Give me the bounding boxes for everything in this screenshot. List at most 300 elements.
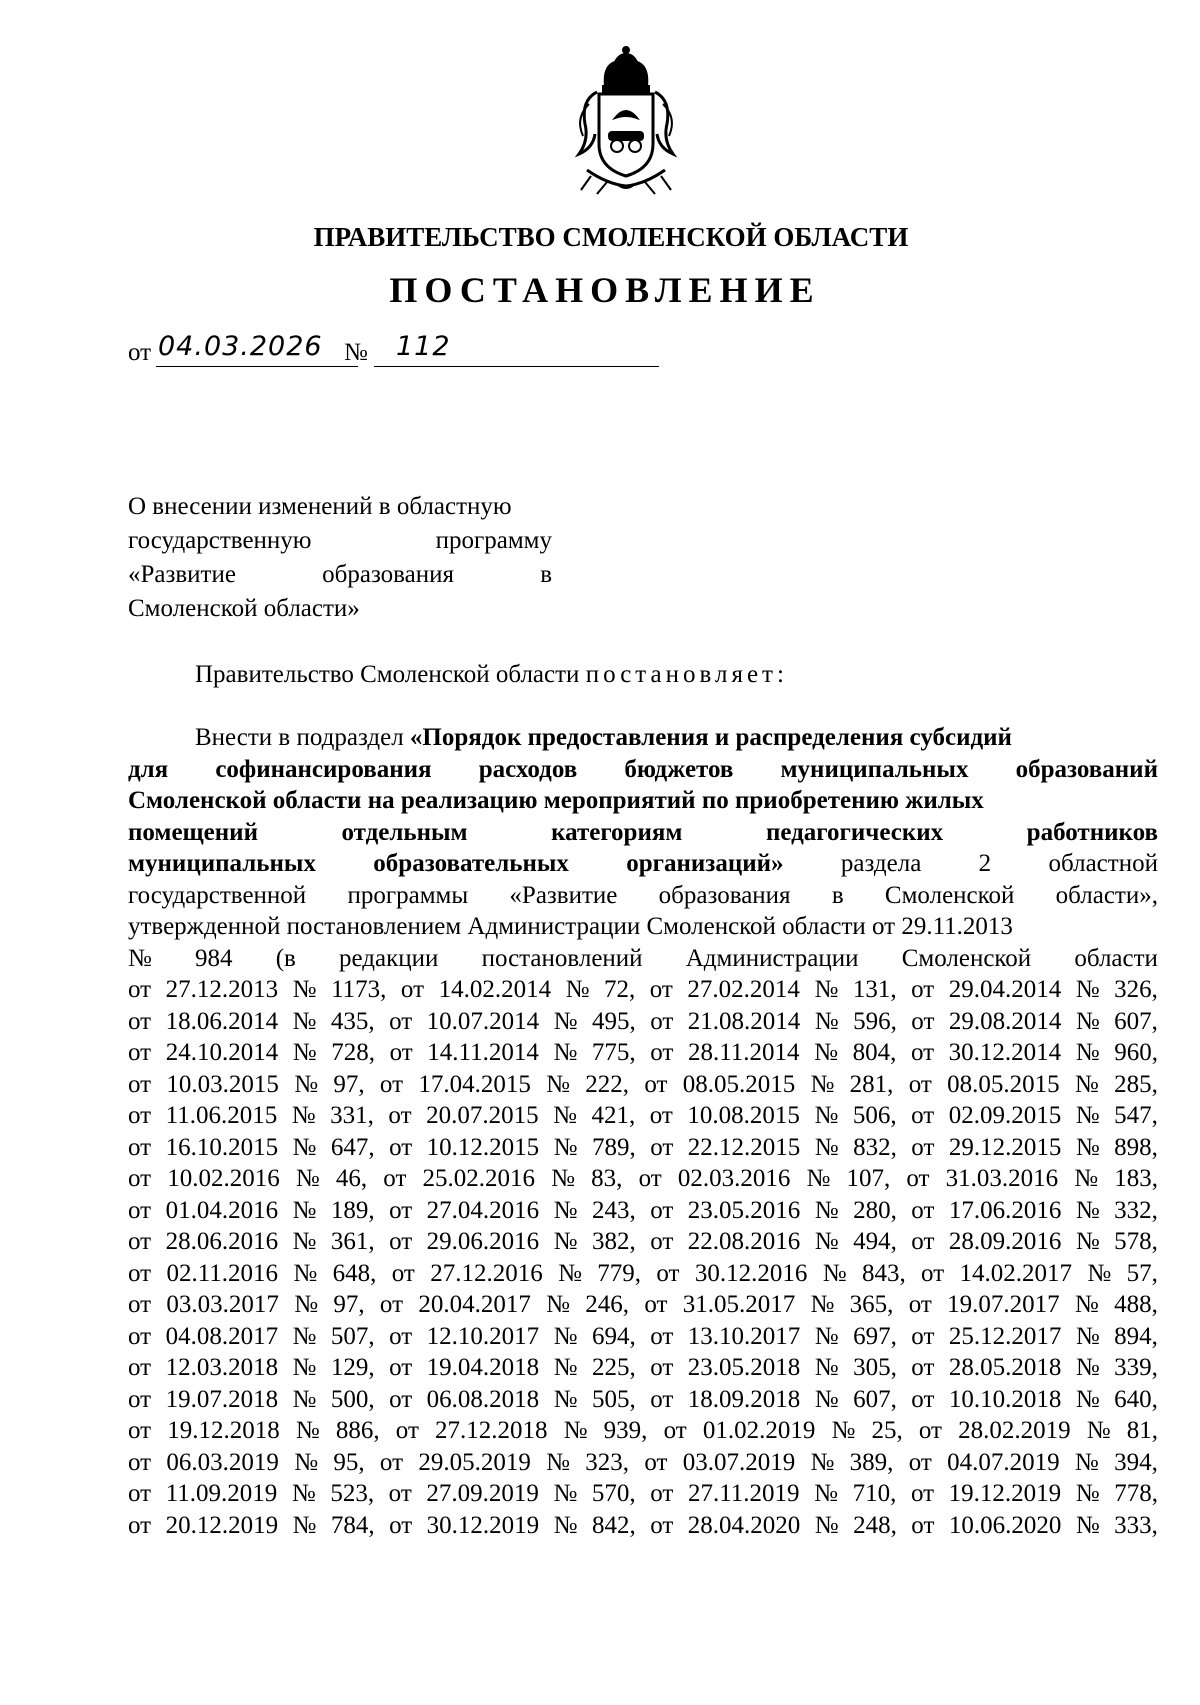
amendment-word: 30.12.2016	[694, 1259, 808, 1287]
amendment-word: от	[650, 1511, 674, 1539]
amendment-word: №	[831, 1417, 856, 1444]
amendment-word: от	[911, 1354, 935, 1381]
amendment-word: 129,	[330, 1354, 375, 1381]
amendment-word: №	[294, 1070, 319, 1098]
amendment-word: от	[656, 1259, 680, 1287]
date-from-label: от	[128, 339, 152, 366]
handwritten-number: 112	[396, 331, 451, 362]
amendment-word: 248,	[853, 1511, 897, 1539]
amendment-word: №	[553, 1196, 578, 1224]
amendment-word: 960,	[1114, 1039, 1158, 1066]
amendment-word: №	[814, 1228, 839, 1255]
amendment-word: №	[553, 1322, 578, 1350]
amendment-list-line	[128, 1132, 1158, 1164]
amendment-word: 789,	[591, 1133, 636, 1161]
coat-of-arms-emblem	[567, 44, 685, 196]
subject-word: «Развитие	[128, 561, 236, 588]
amendment-word: 778,	[1114, 1480, 1158, 1507]
number-label: №	[344, 339, 368, 366]
amendment-word: №	[814, 1385, 839, 1413]
amendment-word: 17.06.2016	[948, 1196, 1062, 1224]
body-word: 984	[195, 944, 233, 972]
amendment-word: 107,	[846, 1165, 891, 1192]
body-line-5	[128, 848, 1158, 880]
body-line-7	[128, 911, 1158, 943]
amendment-list-line	[128, 1415, 1158, 1447]
amendment-list-line	[128, 1163, 1158, 1195]
amendment-word: 20.04.2017	[418, 1291, 531, 1318]
body-word: областной	[1048, 850, 1158, 877]
amendment-list-line	[128, 1510, 1158, 1542]
amendment-word: №	[565, 976, 590, 1003]
amendment-word: от	[650, 1196, 674, 1224]
amendment-word: №	[1074, 1448, 1099, 1476]
preamble-verb: постановляет:	[585, 661, 788, 688]
amendment-word: 361,	[330, 1228, 375, 1255]
amendment-word: 01.04.2016	[165, 1196, 279, 1224]
document-body	[128, 722, 1158, 1541]
amendment-word: №	[546, 1291, 570, 1318]
body-word: в	[831, 881, 844, 909]
amendment-word: 28.09.2016	[948, 1228, 1062, 1255]
amendment-word: 389,	[849, 1448, 894, 1476]
amendment-word: №	[814, 1007, 839, 1035]
amendment-word: 14.02.2014	[438, 976, 552, 1003]
amendment-word: 08.05.2015	[682, 1070, 796, 1098]
amendment-word: 46,	[335, 1165, 368, 1192]
document-type-title: ПОСТАНОВЛЕНИЕ	[389, 270, 821, 310]
amendment-word: от	[911, 1385, 935, 1413]
amendment-word: 12.10.2017	[426, 1322, 540, 1350]
subject-word: государственную	[128, 527, 312, 554]
amendment-word: №	[553, 1133, 578, 1161]
amendment-word: от	[638, 1165, 662, 1192]
amendment-word: 04.07.2019	[947, 1448, 1060, 1476]
amendment-word: №	[292, 976, 317, 1003]
amendment-word: от	[650, 1354, 674, 1381]
amendment-list-line	[128, 974, 1158, 1006]
amendment-word: №	[1075, 976, 1100, 1003]
body-line-1	[128, 722, 1158, 754]
amendment-word: №	[553, 1228, 578, 1255]
amendment-word: от	[389, 1354, 413, 1381]
amendment-word: 697,	[853, 1322, 897, 1350]
amendment-word: от	[911, 976, 935, 1003]
amendment-word: №	[551, 1165, 576, 1192]
amendment-word: от	[908, 1070, 932, 1098]
amendment-word: 222,	[585, 1070, 630, 1098]
amendment-word: 03.03.2017	[166, 1291, 279, 1318]
amendment-word: 19.04.2018	[426, 1354, 540, 1381]
amendment-word: 97,	[333, 1291, 365, 1318]
amendment-word: 435,	[330, 1007, 375, 1035]
amendment-word: 27.12.2013	[165, 976, 279, 1003]
amendment-word: 898,	[1114, 1133, 1158, 1161]
amendment-word: №	[546, 1448, 570, 1476]
amendment-word: №	[1086, 1417, 1111, 1444]
document-subject	[128, 490, 552, 626]
amendment-list-line	[128, 1478, 1158, 1510]
amendment-word: №	[292, 1007, 317, 1035]
amendment-word: от	[383, 1165, 407, 1192]
amendment-word: от	[389, 1133, 413, 1161]
amendment-word: от	[918, 1417, 942, 1444]
amendment-list-line	[128, 1037, 1158, 1069]
amendment-word: №	[806, 1165, 831, 1192]
amendment-word: от	[910, 1480, 935, 1507]
amendment-word: от	[911, 1322, 935, 1350]
amendment-word: 886,	[335, 1417, 380, 1444]
amendment-list-line	[128, 1006, 1158, 1038]
amendment-word: 18.06.2014	[165, 1007, 279, 1035]
amendment-list-line	[128, 1195, 1158, 1227]
amendment-word: 494,	[853, 1228, 897, 1255]
amendment-word: 81,	[1126, 1417, 1158, 1444]
amendment-word: от	[128, 1133, 152, 1161]
subject-word: в	[540, 561, 552, 588]
amendment-word: от	[389, 1385, 413, 1413]
amendment-word: от	[128, 976, 152, 1003]
body-word: педагогических	[765, 818, 944, 846]
amendment-word: от	[379, 1070, 404, 1098]
amendment-word: от	[910, 1039, 935, 1066]
amendment-word: 243,	[591, 1196, 636, 1224]
amendment-word: 547,	[1114, 1102, 1158, 1129]
amendment-word: 02.11.2016	[166, 1259, 279, 1287]
amendment-word: от	[911, 1511, 935, 1539]
body-word: расходов	[478, 755, 578, 783]
amendment-word: от	[650, 1007, 674, 1035]
amendment-word: 20.07.2015	[426, 1102, 539, 1129]
amendment-word: 832,	[853, 1133, 897, 1161]
amendment-word: 28.06.2016	[165, 1228, 279, 1255]
amendment-word: от	[389, 1322, 413, 1350]
amendment-word: 22.12.2015	[687, 1133, 801, 1161]
amendment-word: №	[1075, 1228, 1100, 1255]
amendment-word: 18.09.2018	[687, 1385, 801, 1413]
amendment-word: 607,	[853, 1385, 897, 1413]
amendment-word: 06.03.2019	[166, 1448, 279, 1476]
amendment-list-line	[128, 1258, 1158, 1290]
amendment-word: от	[128, 1448, 152, 1476]
amendment-word: 01.02.2019	[702, 1417, 816, 1444]
amendment-word: 31.03.2016	[945, 1165, 1059, 1192]
amendment-word: №	[1074, 1291, 1099, 1318]
amendment-word: от	[908, 1448, 932, 1476]
amendment-word: 281,	[849, 1070, 894, 1098]
amendment-word: 339,	[1114, 1354, 1158, 1381]
body-word: работников	[1026, 818, 1158, 846]
body-word: Смоленской	[901, 944, 1032, 972]
body-word: образований	[1015, 755, 1158, 783]
amendment-word: 280,	[853, 1196, 897, 1224]
amendment-word: 779,	[597, 1259, 642, 1287]
amendment-word: №	[292, 1354, 317, 1381]
amendment-word: №	[292, 1196, 317, 1224]
amendment-list-line	[128, 1447, 1158, 1479]
amendment-word: 29.12.2015	[948, 1133, 1062, 1161]
amendment-word: 842,	[591, 1511, 636, 1539]
amendment-list	[128, 974, 1158, 1541]
amendment-word: 24.10.2014	[165, 1039, 279, 1066]
amendment-word: 19.07.2018	[165, 1385, 279, 1413]
amendment-word: №	[553, 1480, 578, 1507]
body-word: государственной	[128, 881, 307, 909]
body-word: отдельным	[341, 818, 468, 846]
amendment-word: №	[1075, 1007, 1100, 1035]
amendment-word: 22.08.2016	[687, 1228, 801, 1255]
amendment-word: 27.04.2016	[426, 1196, 540, 1224]
amendment-word: 72,	[603, 976, 636, 1003]
amendment-word: 11.09.2019	[165, 1480, 278, 1507]
amendment-word: №	[1075, 1102, 1100, 1129]
subject-line: О внесении изменений в областную	[128, 493, 512, 520]
body-word: муниципальных	[780, 755, 969, 783]
body-word: области	[1074, 944, 1158, 972]
amendment-word: от	[128, 1102, 152, 1129]
subject-word: образования	[322, 561, 455, 588]
body-text: Внести в подраздел	[195, 724, 410, 751]
body-word: бюджетов	[624, 755, 734, 783]
amendment-word: от	[389, 1228, 413, 1255]
amendment-word: №	[553, 1102, 577, 1129]
amendment-word: от	[644, 1070, 668, 1098]
amendment-word: 495,	[591, 1007, 636, 1035]
body-word: софинансирования	[215, 755, 432, 783]
amendment-word: №	[1075, 1133, 1100, 1161]
amendment-word: 843,	[861, 1259, 906, 1287]
amendment-word: 13.10.2017	[687, 1322, 801, 1350]
amendment-word: №	[810, 1291, 835, 1318]
amendment-word: 08.05.2015	[947, 1070, 1060, 1098]
amendment-word: от	[908, 1291, 932, 1318]
amendment-word: №	[814, 1133, 839, 1161]
amendment-word: от	[128, 1039, 152, 1066]
amendment-word: от	[650, 1133, 674, 1161]
amendment-word: 21.08.2014	[687, 1007, 801, 1035]
amendment-word: от	[911, 1228, 935, 1255]
amendment-word: 23.05.2016	[687, 1196, 801, 1224]
amendment-word: №	[292, 1511, 317, 1539]
amendment-word: 421,	[591, 1102, 636, 1129]
amendment-word: №	[553, 1039, 578, 1066]
amendment-word: 20.12.2019	[165, 1511, 279, 1539]
amendment-word: 326,	[1114, 976, 1158, 1003]
amendment-word: 06.08.2018	[426, 1385, 540, 1413]
body-bold-text: Смоленской области на реализацию мероприятий по приобретению жилых	[128, 787, 984, 814]
amendment-word: №	[1074, 1165, 1099, 1192]
amendment-word: 332,	[1114, 1196, 1158, 1224]
amendment-word: от	[128, 1196, 152, 1224]
amendment-word: 19.12.2018	[167, 1417, 280, 1444]
amendment-word: 19.12.2019	[948, 1480, 1062, 1507]
amendment-word: 939,	[603, 1417, 648, 1444]
amendment-word: 30.12.2014	[948, 1039, 1062, 1066]
amendment-word: от	[906, 1165, 930, 1192]
amendment-word: от	[128, 1354, 152, 1381]
amendment-word: №	[1075, 1322, 1100, 1350]
amendment-word: от	[911, 1007, 935, 1035]
organization-name: ПРАВИТЕЛЬСТВО СМОЛЕНСКОЙ ОБЛАСТИ	[313, 222, 909, 252]
amendment-word: 25,	[871, 1417, 903, 1444]
amendment-word: 804,	[852, 1039, 897, 1066]
amendment-word: 648,	[332, 1259, 377, 1287]
amendment-word: от	[389, 1007, 413, 1035]
body-word: Смоленской	[884, 881, 1015, 909]
amendment-word: 14.02.2017	[959, 1259, 1073, 1287]
preamble-text: Правительство Смоленской области	[195, 661, 580, 688]
amendment-word: 784,	[330, 1511, 375, 1539]
amendment-word: 505,	[591, 1385, 636, 1413]
body-text: утвержденной постановлением Администрации Смоленской области от 29.11.2013	[128, 913, 1013, 940]
amendment-word: от	[644, 1291, 668, 1318]
amendment-word: 83,	[591, 1165, 623, 1192]
amendment-word: 523,	[330, 1480, 375, 1507]
body-line-6	[128, 880, 1158, 912]
amendment-word: 28.02.2019	[958, 1417, 1071, 1444]
amendment-word: №	[295, 1417, 320, 1444]
amendment-word: 57,	[1126, 1259, 1158, 1287]
amendment-word: 694,	[591, 1322, 636, 1350]
amendment-word: №	[1075, 1354, 1100, 1381]
amendment-word: 02.03.2016	[677, 1165, 791, 1192]
body-word: для	[128, 755, 169, 783]
amendment-word: 1173,	[331, 976, 387, 1003]
amendment-word: №	[810, 1448, 835, 1476]
subject-line	[128, 524, 552, 558]
body-word: категориям	[551, 818, 683, 846]
amendment-word: от	[128, 1165, 152, 1192]
amendment-word: №	[563, 1417, 588, 1444]
amendment-word: от	[663, 1417, 687, 1444]
amendment-word: от	[650, 1385, 674, 1413]
number-underline	[374, 366, 659, 367]
amendment-word: 225,	[591, 1354, 636, 1381]
amendment-word: от	[911, 1102, 935, 1129]
amendment-word: №	[1074, 1070, 1099, 1098]
body-line-2	[128, 754, 1158, 786]
amendment-word: 25.12.2017	[948, 1322, 1062, 1350]
handwritten-date: 04.03.2026	[158, 331, 323, 362]
body-word: области»,	[1055, 881, 1158, 909]
amendment-word: от	[911, 1133, 935, 1161]
amendment-word: 596,	[853, 1007, 897, 1035]
amendment-word: №	[558, 1259, 582, 1287]
amendment-word: №	[1075, 1196, 1100, 1224]
amendment-word: 95,	[333, 1448, 365, 1476]
amendment-word: от	[128, 1511, 152, 1539]
body-word: редакции	[339, 944, 439, 972]
body-word: 2	[978, 850, 992, 877]
amendment-word: 10.03.2015	[166, 1070, 279, 1098]
amendment-word: от	[128, 1385, 152, 1413]
amendment-word: 578,	[1114, 1228, 1158, 1255]
amendment-word: 29.08.2014	[948, 1007, 1062, 1035]
amendment-word: 27.12.2018	[435, 1417, 548, 1444]
amendment-word: 488,	[1114, 1291, 1158, 1318]
amendment-word: 14.11.2014	[427, 1039, 539, 1066]
amendment-word: №	[1075, 1511, 1100, 1539]
amendment-word: 30.12.2019	[426, 1511, 540, 1539]
amendment-word: 189,	[330, 1196, 375, 1224]
amendment-word: 640,	[1114, 1385, 1158, 1413]
amendment-word: 29.05.2019	[418, 1448, 531, 1476]
amendment-word: 647,	[330, 1133, 375, 1161]
amendment-word: №	[291, 1480, 316, 1507]
amendment-word: №	[295, 1165, 320, 1192]
amendment-word: 27.09.2019	[426, 1480, 539, 1507]
body-bold-text: «Порядок предоставления и распределения субсидий	[409, 724, 1012, 751]
amendment-word: от	[388, 1480, 412, 1507]
amendment-word: 97,	[333, 1070, 365, 1098]
amendment-word: от	[649, 1102, 673, 1129]
preamble-line	[195, 658, 788, 692]
amendment-word: №	[292, 1322, 317, 1350]
amendment-list-line	[128, 1100, 1158, 1132]
body-word: образования	[658, 881, 791, 909]
amendment-word: 183,	[1114, 1165, 1158, 1192]
amendment-word: №	[292, 1039, 317, 1066]
subject-line	[128, 558, 552, 592]
body-line-4	[128, 817, 1158, 849]
body-line-8	[128, 943, 1158, 975]
amendment-word: 131,	[852, 976, 897, 1003]
amendment-word: 11.06.2015	[165, 1102, 278, 1129]
amendment-word: от	[395, 1417, 419, 1444]
amendment-word: 775,	[591, 1039, 636, 1066]
amendment-word: №	[1075, 1039, 1100, 1066]
amendment-word: 285,	[1114, 1070, 1158, 1098]
amendment-word: №	[292, 1385, 317, 1413]
amendment-word: 28.05.2018	[948, 1354, 1062, 1381]
amendment-word: 382,	[591, 1228, 636, 1255]
amendment-word: от	[128, 1322, 152, 1350]
amendment-word: от	[650, 1322, 674, 1350]
amendment-word: №	[291, 1102, 316, 1129]
amendment-word: №	[814, 1354, 839, 1381]
amendment-word: 28.11.2014	[687, 1039, 800, 1066]
amendment-word: №	[553, 1354, 578, 1381]
amendment-word: №	[553, 1007, 578, 1035]
amendment-word: №	[292, 1228, 317, 1255]
amendment-word: 27.02.2014	[687, 976, 800, 1003]
amendment-word: 728,	[331, 1039, 375, 1066]
amendment-word: №	[292, 1133, 317, 1161]
body-word: программы	[347, 881, 469, 909]
amendment-word: от	[650, 1228, 674, 1255]
amendment-word: 17.04.2015	[418, 1070, 531, 1098]
amendment-word: 25.02.2016	[422, 1165, 536, 1192]
amendment-word: №	[553, 1385, 578, 1413]
amendment-word: 507,	[330, 1322, 375, 1350]
amendment-word: №	[814, 1511, 839, 1539]
amendment-word: 27.12.2016	[430, 1259, 543, 1287]
amendment-word: 365,	[849, 1291, 894, 1318]
amendment-word: 570,	[591, 1480, 636, 1507]
amendment-word: 31.05.2017	[682, 1291, 796, 1318]
amendment-word: 10.10.2018	[948, 1385, 1062, 1413]
amendment-word: 894,	[1114, 1322, 1158, 1350]
amendment-word: от	[400, 976, 425, 1003]
amendment-word: №	[293, 1259, 318, 1287]
body-line-3	[128, 785, 1158, 817]
amendment-word: от	[649, 976, 673, 1003]
amendment-word: от	[389, 1196, 413, 1224]
amendment-word: 03.07.2019	[682, 1448, 796, 1476]
amendment-word: 27.11.2019	[687, 1480, 800, 1507]
amendment-word: от	[911, 1196, 935, 1224]
amendment-word: №	[814, 1480, 838, 1507]
